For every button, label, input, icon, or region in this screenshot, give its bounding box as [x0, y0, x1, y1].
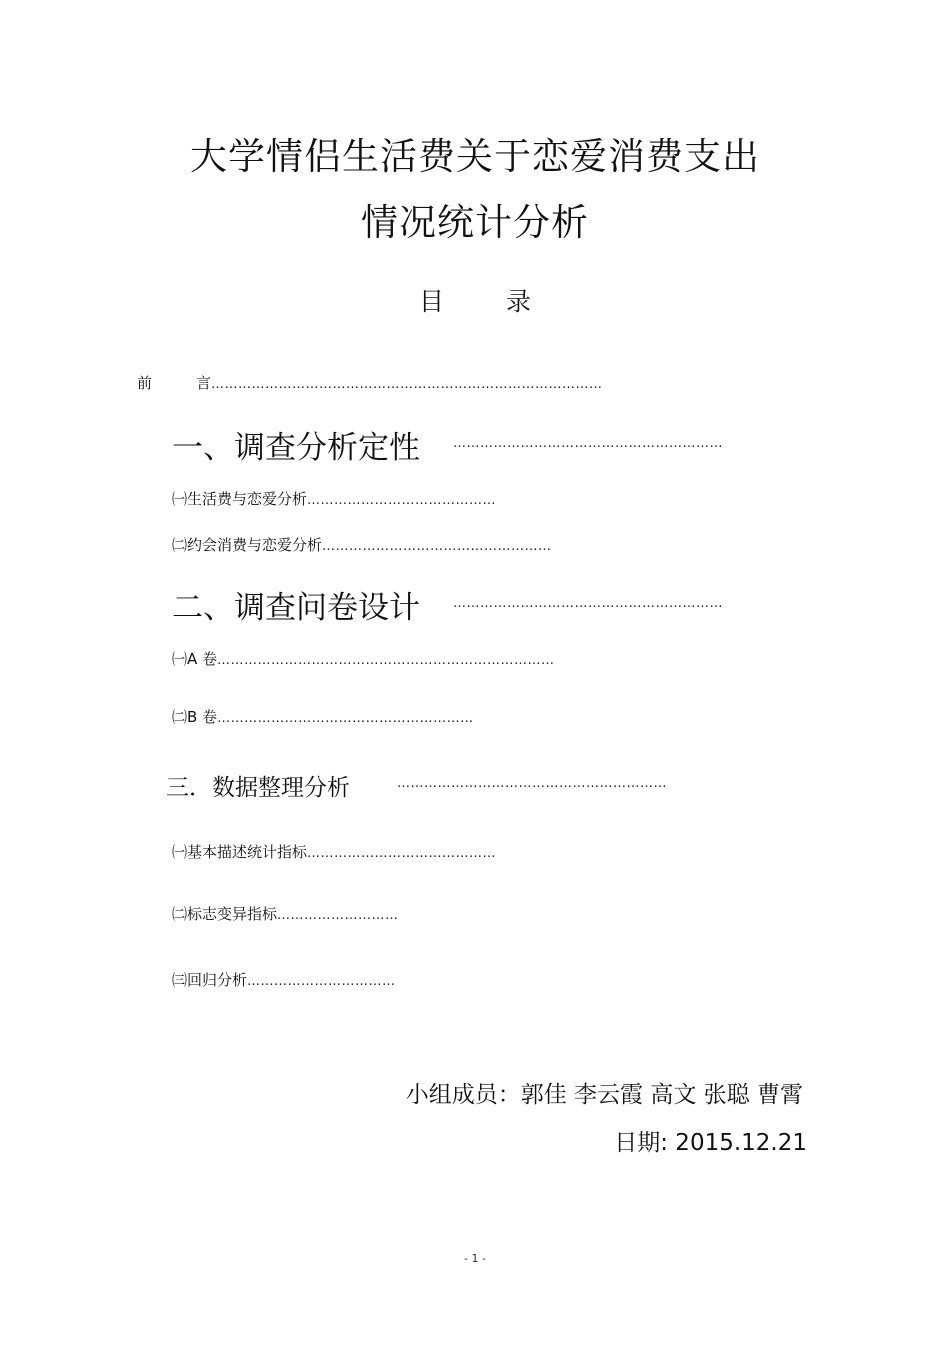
toc-item-label: ㈡约会消费与恋爱分析 [172, 536, 323, 554]
toc-item-label: ㈡B 卷 [172, 708, 218, 726]
toc-dot-leader: …………………………………………………… [453, 436, 723, 451]
toc-dot-leader: …………………………………………………… [397, 776, 667, 791]
toc-entry-section-1-item-2[interactable] [172, 534, 552, 555]
toc-entry-section-3-item-1[interactable] [172, 841, 496, 862]
toc-section-2-label: 二、调查问卷设计 [172, 590, 420, 626]
document-title-line-2: 情况统计分析 [361, 201, 589, 244]
page-number: - 1 - [464, 1252, 486, 1265]
toc-item-label: ㈠生活费与恋爱分析 [172, 490, 308, 508]
toc-entry-section-1-item-1[interactable] [172, 488, 496, 509]
toc-dot-leader: ……………………… [277, 908, 399, 923]
document-date: 日期: 2015.12.21 [614, 1130, 807, 1156]
toc-section-3-label: 三．数据整理分析 [166, 775, 350, 801]
toc-heading [0, 282, 950, 318]
group-members: 小组成员：郭佳 李云霞 高文 张聪 曹霄 [405, 1082, 803, 1108]
toc-item-label: ㈠A 卷 [172, 650, 218, 668]
toc-entry-section-2-item-2[interactable] [172, 706, 474, 727]
toc-item-label: ㈢回归分析 [172, 971, 248, 989]
toc-item-label: ㈡标志变异指标 [172, 905, 278, 923]
toc-entry-section-3-item-2[interactable] [172, 903, 399, 924]
toc-entry-preface[interactable] [137, 372, 603, 393]
toc-preface-label-b: 言 [196, 374, 212, 392]
toc-entry-section-2-item-1[interactable] [172, 648, 555, 669]
toc-heading-right: 录 [506, 287, 532, 316]
toc-entry-section-2[interactable] [172, 582, 420, 627]
toc-dot-leader: ………………………………………………… [217, 711, 474, 726]
toc-section-1-label: 一、调查分析定性 [172, 430, 420, 466]
toc-heading-left: 目 [418, 287, 444, 316]
toc-entry-section-1[interactable] [172, 422, 420, 467]
toc-dot-leader: …………………………………………… [322, 539, 552, 554]
document-title-line-1: 大学情侣生活费关于恋爱消费支出 [190, 135, 760, 178]
toc-entry-section-3[interactable] [166, 769, 350, 802]
toc-dot-leader: …………………………… [247, 974, 396, 989]
toc-dot-leader: …………………………………………………………………………… [211, 377, 603, 392]
toc-entry-section-3-item-3[interactable] [172, 969, 396, 990]
toc-preface-label-a: 前 [137, 374, 153, 392]
toc-dot-leader: …………………………………… [307, 493, 497, 508]
toc-dot-leader: …………………………………………………… [453, 596, 723, 611]
toc-item-label: ㈠基本描述统计指标 [172, 843, 308, 861]
toc-dot-leader: ………………………………………………………………… [217, 653, 555, 668]
toc-dot-leader: …………………………………… [307, 846, 497, 861]
